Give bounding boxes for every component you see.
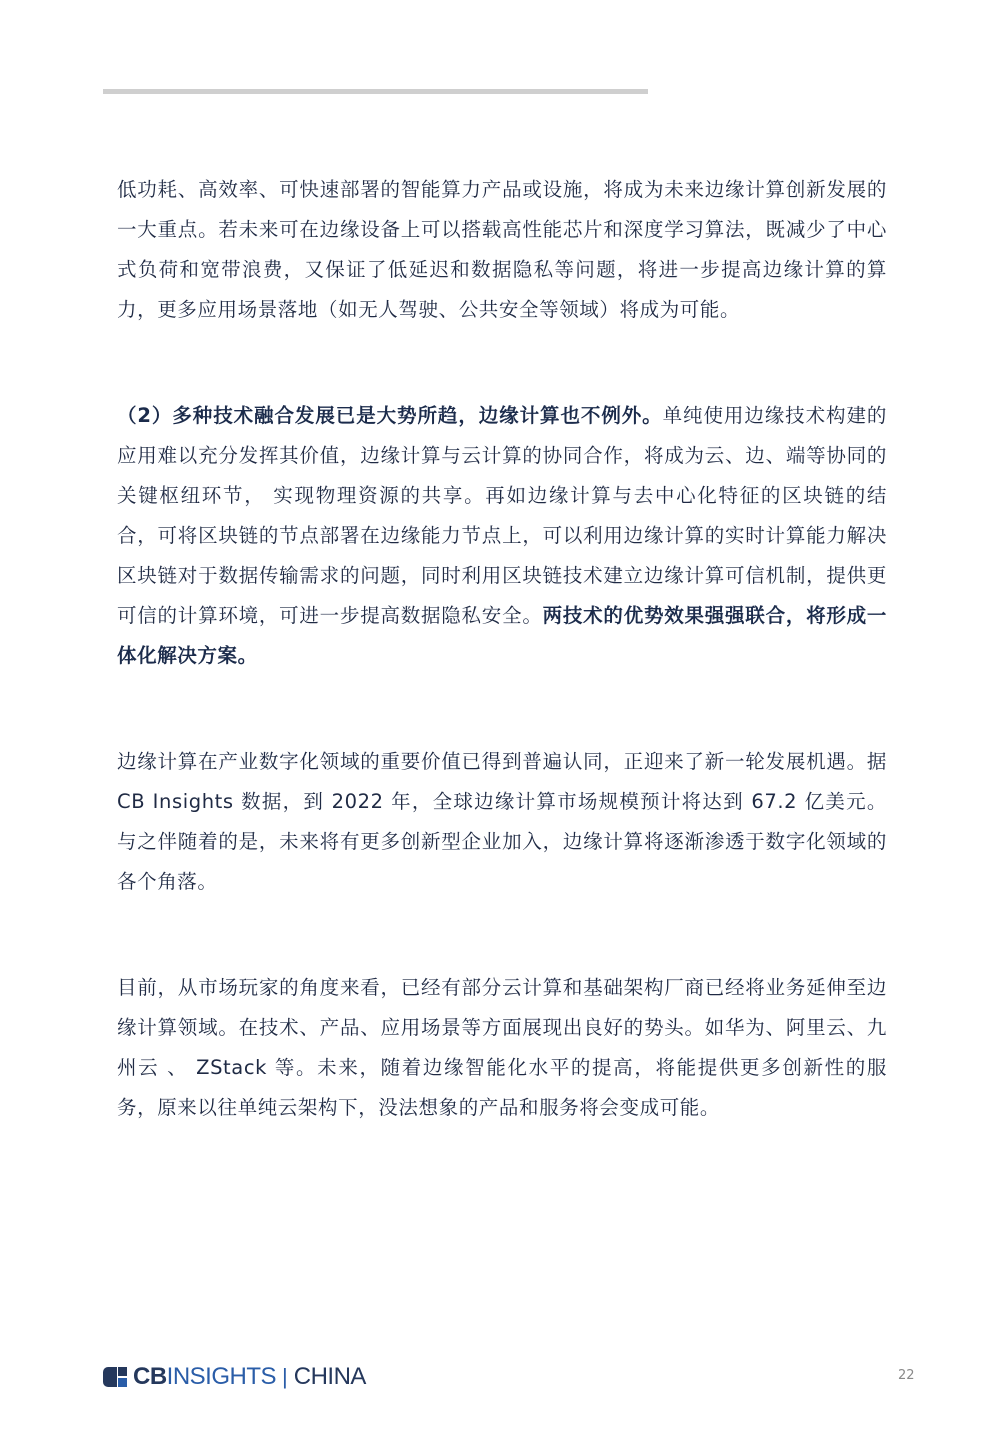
header-divider xyxy=(103,89,648,94)
paragraph-compute-power: 低功耗、高效率、可快速部署的智能算力产品或设施，将成为未来边缘计算创新发展的一大重点。若未来可在边缘设备上可以搭载高性能芯片和深度学习算法，既减少了中心式负荷和宽带浪费，又保证了低延迟和数据隐私等问题，将进一步提高边缘计算的算力，更多应用场景落地（如无人驾驶、公共安全等领域）将成为可能。 xyxy=(117,178,887,321)
paragraph-market-players: 目前，从市场玩家的角度来看，已经有部分云计算和基础架构厂商已经将业务延伸至边缘计算领域。在技术、产品、应用场景等方面展现出良好的势头。如华为、阿里云、九州云 、 ZStack 等。未来，随着边缘智能化水平的提高，将能提供更多创新性的服务，原来以往单纯云架构下，没法想象的产品和服务将会变成可能。 xyxy=(117,976,887,1119)
paragraph-conclusion: 两技术的优势效果强强联合，将形成一体化解决方案。 xyxy=(117,604,888,667)
logo-text-china: CHINA xyxy=(293,1363,366,1390)
page-number: 22 xyxy=(898,1368,915,1383)
paragraph-market-outlook: 边缘计算在产业数字化领域的重要价值已得到普遍认同，正迎来了新一轮发展机遇。据 CB Insights 数据，到 2022 年，全球边缘计算市场规模预计将达到 67.2 亿美元。与之伴随着的是，未来将有更多创新型企业加入，边缘计算将逐渐渗透于数字化领域的各个角落。 xyxy=(117,750,887,893)
main-content xyxy=(117,170,887,1128)
logo-text-cb: CB xyxy=(133,1363,167,1390)
cbinsights-china-logo xyxy=(103,1364,366,1390)
paragraph-body-text: 单纯使用边缘技术构建的应用难以充分发挥其价值，边缘计算与云计算的协同合作，将成为云、边、端等协同的关键枢纽环节， 实现物理资源的共享。再如边缘计算与去中心化特征的区块链的结合，可将区块链的节点部署在边缘能力节点上，可以利用边缘计算的实时计算能力解决区块链对于数据传输需求的问题，同时利用区块链技术建立边缘计算可信机制，提供更可信的计算环境，可进一步提高数据隐私安全。 xyxy=(117,404,887,627)
paragraph-lead-heading: （2）多种技术融合发展已是大势所趋，边缘计算也不例外。 xyxy=(117,404,663,427)
logo-separator: | xyxy=(282,1364,288,1389)
logo-text-insights: INSIGHTS xyxy=(166,1363,277,1390)
cb-logo-mark-icon xyxy=(103,1367,127,1387)
paragraph-tech-fusion xyxy=(117,396,887,676)
